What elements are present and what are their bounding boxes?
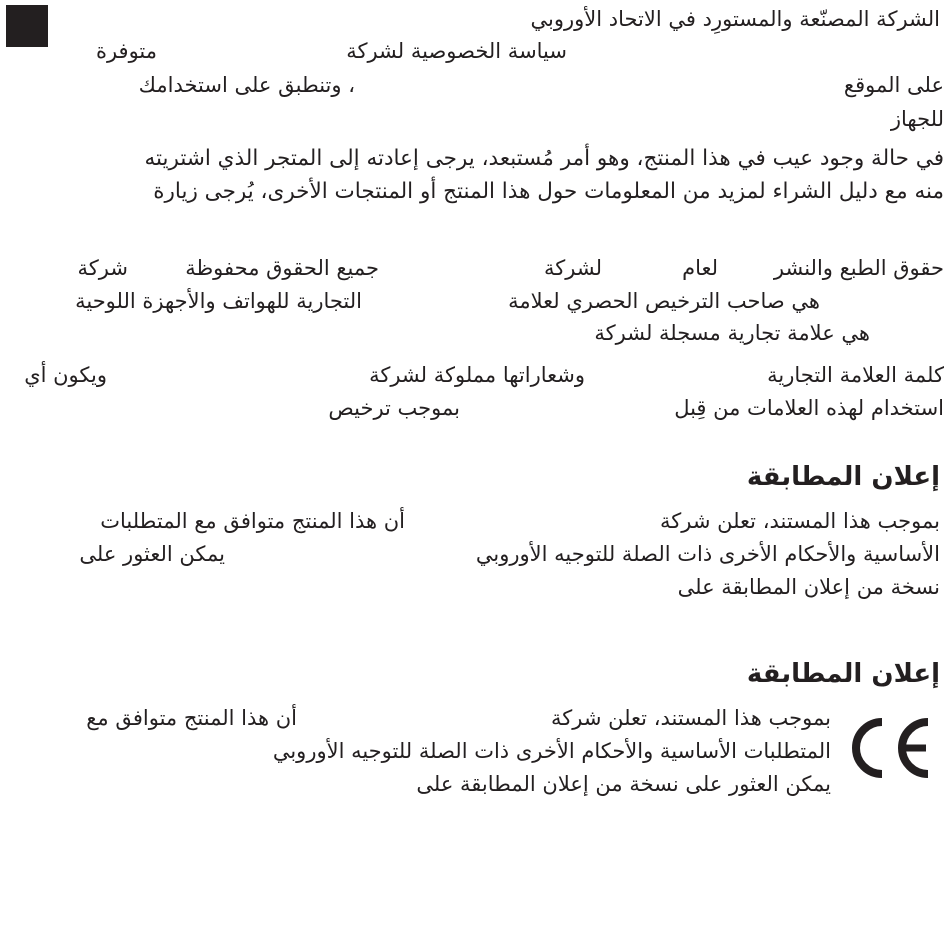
registered-trademark-text: هي علامة تجارية مسجلة لشركة <box>594 321 870 345</box>
licensee-text: هي صاحب الترخيص الحصري لعلامة <box>508 289 820 313</box>
declaration-compliance-text: أن هذا المنتج متوافق مع المتطلبات <box>100 509 405 533</box>
website-text: على الموقع <box>843 73 944 97</box>
any-use-text: ويكون أي <box>24 363 107 387</box>
company-label: شركة <box>77 256 128 280</box>
declaration-line-2: الأساسية والأحكام الأخرى ذات الصلة للتوجيه الأوروبي <box>475 542 940 566</box>
word-mark-text: كلمة العلامة التجارية <box>767 363 944 387</box>
rights-reserved-text: جميع الحقوق محفوظة <box>185 256 379 280</box>
privacy-policy-text: سياسة الخصوصية لشركة <box>346 39 567 63</box>
logo-square <box>6 5 48 47</box>
declaration-heading: إعلان المطابقة <box>746 659 940 689</box>
phones-tablets-text: التجارية للهواتف والأجهزة اللوحية <box>75 289 362 313</box>
declaration-compliance-text: أن هذا المنتج متوافق مع <box>86 706 297 730</box>
logos-owned-text: وشعاراتها مملوكة لشركة <box>369 363 585 387</box>
declaration-line-1: بموجب هذا المستند، تعلن شركة <box>659 509 940 533</box>
declaration-line-2: المتطلبات الأساسية والأحكام الأخرى ذات الصلة للتوجيه الأوروبي <box>272 739 831 763</box>
device-text: للجهاز <box>890 107 944 131</box>
copyright-text: حقوق الطبع والنشر <box>773 256 944 280</box>
usage-text: ، وتنطبق على استخدامك <box>138 73 355 97</box>
use-of-marks-text: استخدام لهذه العلامات من قِبل <box>674 396 944 420</box>
manufacturer-line: الشركة المصنّعة والمستورِد في الاتحاد الأوروبي <box>530 7 940 31</box>
declaration-line-1: بموجب هذا المستند، تعلن شركة <box>550 706 831 730</box>
declaration-line-3: نسخة من إعلان المطابقة على <box>677 575 940 599</box>
ce-mark-icon <box>848 716 934 780</box>
copyright-company-label: لشركة <box>544 256 602 280</box>
under-license-text: بموجب ترخيص <box>328 396 460 420</box>
availability-text: متوفرة <box>95 39 157 63</box>
declaration-heading: إعلان المطابقة <box>746 462 940 492</box>
defect-paragraph-line-2: منه مع دليل الشراء لمزيد من المعلومات حول هذا المنتج أو المنتجات الأخرى، يُرجى زيارة <box>153 179 944 204</box>
defect-paragraph-line-1: في حالة وجود عيب في هذا المنتج، وهو أمر مُستبعد، يرجى إعادته إلى المتجر الذي اشتريته <box>144 146 944 171</box>
declaration-find-text: يمكن العثور على <box>79 542 225 566</box>
declaration-line-3: يمكن العثور على نسخة من إعلان المطابقة على <box>416 772 831 796</box>
copyright-year-label: لعام <box>682 256 718 280</box>
